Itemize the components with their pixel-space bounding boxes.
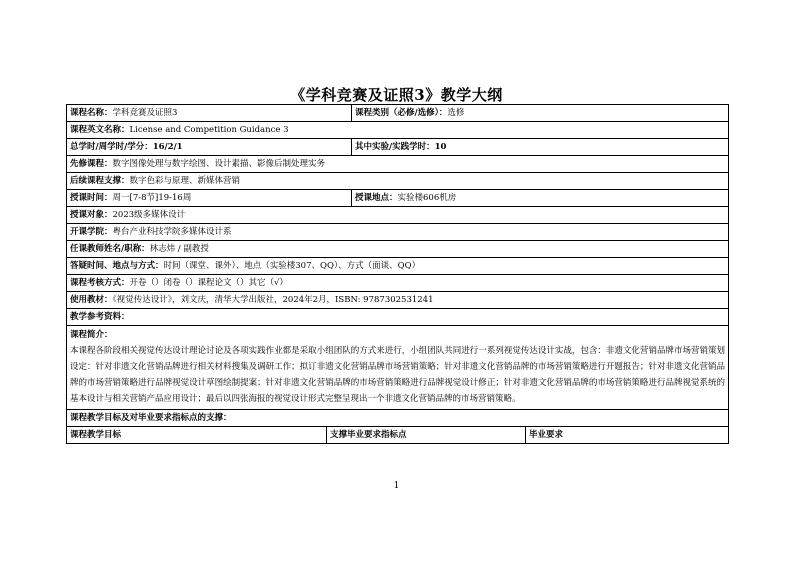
row-english-name bbox=[67, 122, 729, 139]
row-table-header bbox=[67, 427, 729, 444]
lab-hours-label: 其中实验/实践学时： bbox=[355, 142, 435, 152]
row-teacher bbox=[67, 241, 729, 258]
teacher-label: 任课教师姓名/职称： bbox=[70, 244, 150, 254]
course-type-value: 选修 bbox=[447, 108, 465, 118]
row-textbook bbox=[67, 292, 729, 309]
qa-value: 时间（课堂、课外）、地点（实验楼307、QQ）、方式（面谈、QQ） bbox=[163, 261, 421, 271]
row-schedule bbox=[67, 190, 729, 207]
assessment-value: 开卷（）闭卷（）课程论文（）其它（√） bbox=[129, 278, 288, 288]
lab-hours-value: 10 bbox=[434, 142, 447, 152]
college-value: 粤台产业科技学院多媒体设计系 bbox=[112, 227, 232, 237]
page-number: 1 bbox=[393, 481, 400, 491]
row-prerequisite bbox=[67, 156, 729, 173]
row-hours bbox=[67, 139, 729, 156]
english-name-value: License and Competition Guidance 3 bbox=[129, 125, 289, 135]
row-objectives bbox=[67, 410, 729, 427]
course-name-label: 课程名称： bbox=[70, 108, 113, 118]
intro-body: 本课程各阶段相关视觉传达设计理论讨论及各项实践作业都是采取小组团队的方式来进行，小组团队共同进行一系列视觉传达设计实战，包含：非遗文化营销品牌市场营销策划设定：针对非遗文化营销品牌进行相关材料搜集及调研工作；拟订非遗文化营销品牌市场营销策略；针对非遗文化营销品牌的市场营销策略进行开题报告；针对非遗文化营销品牌的市场营销策略进行品牌视觉设计草图绘制提案；针对非遗文化营销品牌的市场营销策略进行品牌视觉设计修正；针对非遗文化营销品牌的市场营销策略进行品牌视觉系统的基本设计与相关营销产品应用设计；最后以四张海报的视觉设计形式完整呈现出一个非遗文化营销品牌的市场营销策略。 bbox=[70, 346, 725, 404]
row-qa bbox=[67, 258, 729, 275]
hours-label: 总学时/周学时/学分： bbox=[70, 142, 153, 152]
college-label: 开课学院： bbox=[70, 227, 113, 237]
prerequisite-label: 先修课程： bbox=[70, 159, 113, 169]
follow-up-label: 后续课程支撑： bbox=[70, 176, 130, 186]
prerequisite-value: 数字图像处理与数字绘图、设计素描、影像后制处理实务 bbox=[112, 159, 326, 169]
qa-label: 答疑时间、地点与方式： bbox=[70, 261, 164, 271]
textbook-label: 使用教材： bbox=[70, 295, 113, 305]
location-label: 授课地点： bbox=[355, 193, 398, 203]
row-follow-up bbox=[67, 173, 729, 190]
schedule-label: 授课时间： bbox=[70, 193, 113, 203]
objectives-label: 课程教学目标及对毕业要求指标点的支撑： bbox=[70, 413, 232, 423]
row-intro bbox=[67, 326, 729, 410]
intro-label: 课程简介： bbox=[70, 330, 113, 340]
syllabus-table bbox=[66, 104, 729, 444]
header-requirement: 毕业要求 bbox=[529, 430, 564, 440]
schedule-value: 周一[7-8节]19-16周 bbox=[112, 193, 192, 203]
textbook-value: 《视觉传达设计》，刘文庆，清华大学出版社，2024年2月，ISBN: 9787302531241 bbox=[112, 295, 434, 305]
row-assessment bbox=[67, 275, 729, 292]
audience-value: 2023级多媒体设计 bbox=[112, 210, 186, 220]
follow-up-value: 数字色彩与原理、新媒体营销 bbox=[129, 176, 241, 186]
course-name-value: 学科竞赛及证照3 bbox=[112, 108, 178, 118]
row-college bbox=[67, 224, 729, 241]
location-value: 实验楼606机房 bbox=[397, 193, 457, 203]
document-title: 《学科竞赛及证照3》教学大纲 bbox=[290, 86, 503, 104]
row-audience bbox=[67, 207, 729, 224]
course-type-label: 课程类别（必修/选修）： bbox=[355, 108, 448, 118]
row-course-name bbox=[67, 105, 729, 122]
hours-value: 16/2/1 bbox=[152, 142, 183, 152]
header-objective: 课程教学目标 bbox=[70, 430, 122, 440]
audience-label: 授课对象： bbox=[70, 210, 113, 220]
assessment-label: 课程考核方式： bbox=[70, 278, 130, 288]
teacher-value: 林志炜 / 副教授 bbox=[149, 244, 209, 254]
row-references bbox=[67, 309, 729, 326]
references-label: 教学参考资料： bbox=[70, 312, 130, 322]
english-name-label: 课程英文名称： bbox=[70, 125, 130, 135]
header-indicator: 支撑毕业要求指标点 bbox=[330, 430, 407, 440]
